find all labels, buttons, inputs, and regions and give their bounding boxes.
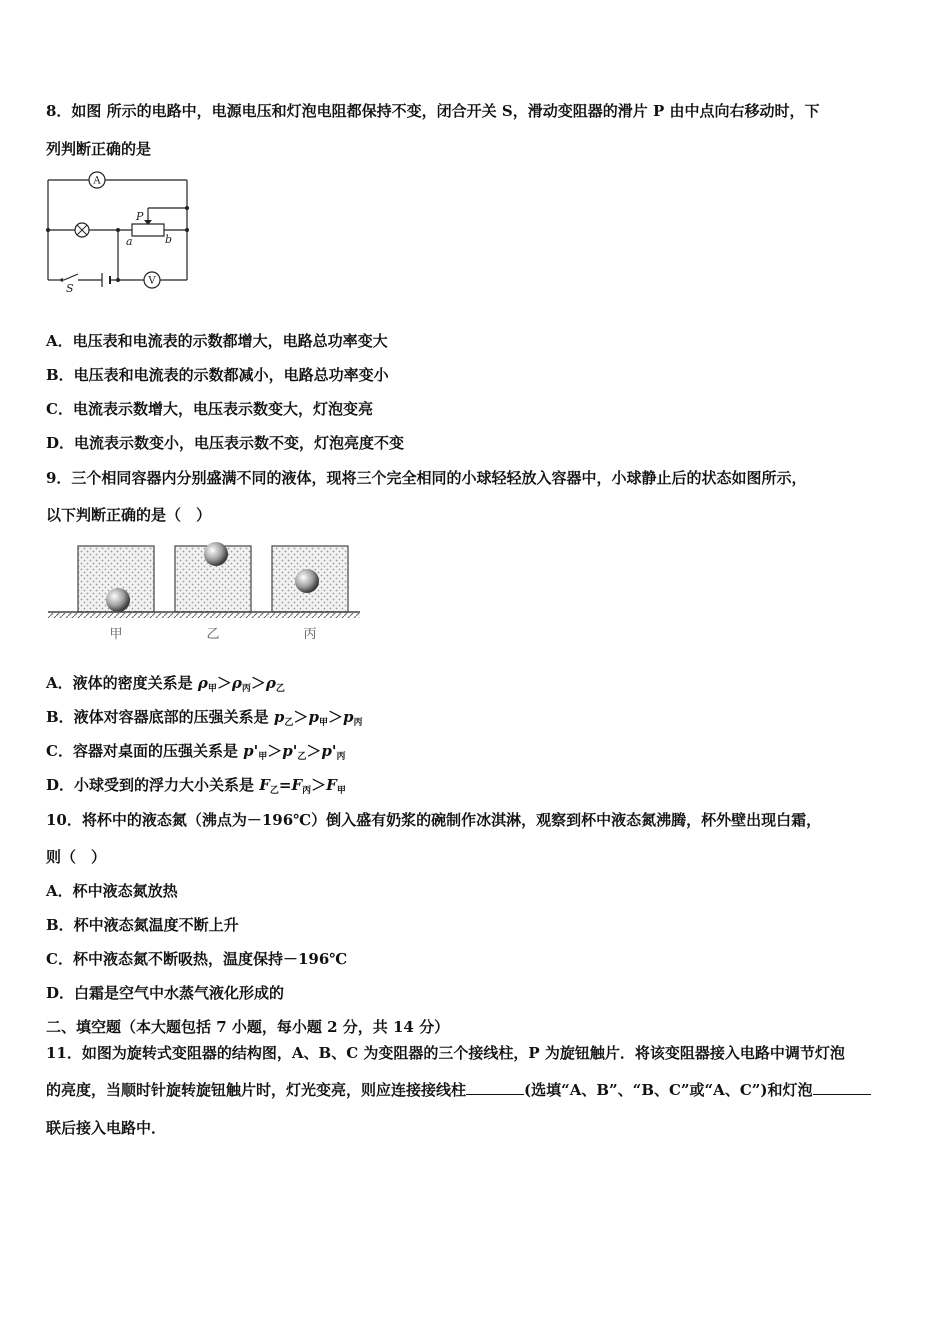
q10-option-a: A．杯中液态氮放热 <box>46 882 178 900</box>
q9-stem-line2: 以下判断正确的是（ ） <box>46 506 212 524</box>
q9-option-c: C．容器对桌面的压强关系是 $p'_甲>p'_乙>p'_丙$ <box>46 742 346 762</box>
label-yi: 乙 <box>206 627 220 642</box>
label-bing: 丙 <box>303 627 317 642</box>
end-b-label: b <box>165 233 173 246</box>
q8-option-a: A．电压表和电流表的示数都增大，电路总功率变大 <box>46 332 388 350</box>
answer-blank-1[interactable] <box>466 1080 524 1095</box>
q11-line2: 的亮度，当顺时针旋转旋钮触片时，灯光变亮，则应连接接线柱 (选填“A、B”、“B、C”或“A、C”)和灯泡 <box>46 1080 871 1100</box>
q10-stem-line2: 则（ ） <box>46 848 107 866</box>
rheostat <box>132 224 164 236</box>
q8-option-d: D．电流表示数变小，电压表示数不变，灯泡亮度不变 <box>46 434 405 452</box>
ball-yi <box>204 542 228 566</box>
q10-option-b: B．杯中液态氮温度不断上升 <box>46 916 239 934</box>
q11-line1: 11．如图为旋转式变阻器的结构图，A、B、C 为变阻器的三个接线柱，P 为旋钮触片．将该变阻器接入电路中调节灯泡 <box>46 1044 845 1062</box>
q9-option-b: B．液体对容器底部的压强关系是 $p_乙>p_甲>p_丙$ <box>46 708 363 728</box>
q9-option-d: D．小球受到的浮力大小关系是 $F_乙=F_丙>F_甲$ <box>46 776 346 796</box>
containers-figure <box>44 538 364 646</box>
answer-blank-2[interactable] <box>813 1080 871 1095</box>
q10-stem-line1: 10．将杯中的液态氮（沸点为－196℃）倒入盛有奶浆的碗制作冰淇淋，观察到杯中液态氮沸腾，杯外壁出现白霜， <box>46 811 822 829</box>
q8-option-b: B．电压表和电流表的示数都减小，电路总功率变小 <box>46 366 389 384</box>
section-heading: 二、填空题（本大题包括 7 小题，每小题 2 分，共 14 分） <box>46 1018 450 1036</box>
voltmeter-label: V <box>148 275 156 287</box>
switch-label: S <box>66 282 74 295</box>
q8-stem-line1: 8．如图 所示的电路中，电源电压和灯泡电阻都保持不变，闭合开关 S，滑动变阻器的滑片 P 由中点向右移动时，下 <box>46 102 820 120</box>
q8-option-c: C．电流表示数增大，电压表示数变大，灯泡变亮 <box>46 400 373 418</box>
ammeter-label: A <box>93 175 101 187</box>
ball-bing <box>295 569 319 593</box>
end-a-label: a <box>126 235 133 248</box>
q10-option-c: C．杯中液态氮不断吸热，温度保持－196℃ <box>46 950 348 968</box>
q9-option-a: A．液体的密度关系是 $\rho_甲>\rho_丙>\rho_乙$ <box>46 674 285 694</box>
ball-jia <box>106 588 130 612</box>
q11-line3: 联后接入电路中． <box>46 1119 167 1137</box>
q9-stem-line1: 9．三个相同容器内分别盛满不同的液体，现将三个完全相同的小球轻轻放入容器中，小球静止后的状态如图所示， <box>46 469 807 487</box>
circuit-diagram <box>44 168 194 296</box>
q8-stem-line2: 列判断正确的是 <box>46 140 152 158</box>
label-jia: 甲 <box>109 627 123 642</box>
slider-label: P <box>136 210 144 223</box>
q10-option-d: D．白霜是空气中水蒸气液化形成的 <box>46 984 285 1002</box>
